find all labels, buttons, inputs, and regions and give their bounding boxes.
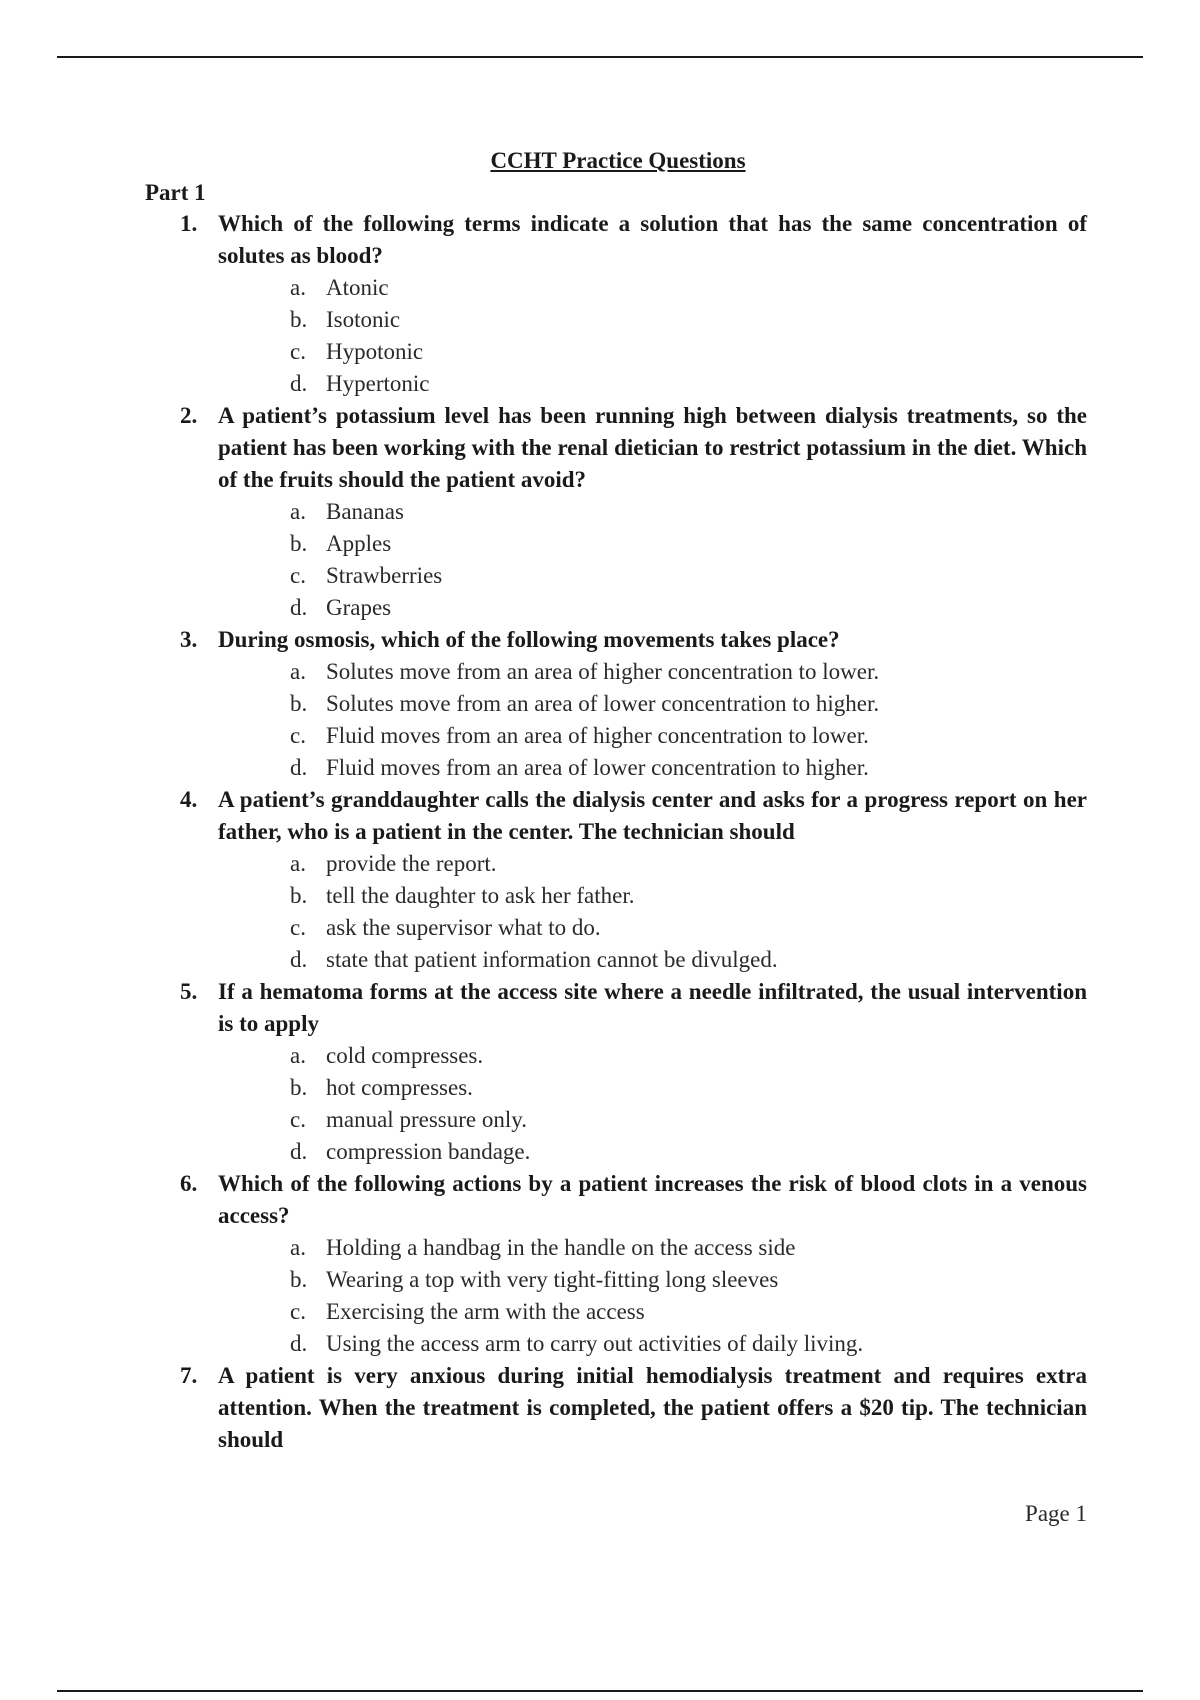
answer-option [290,496,1087,528]
option-text: Atonic [326,275,389,300]
option-text: hot compresses. [326,1075,473,1100]
answer-options [218,656,1087,784]
question-number: 2. [180,403,198,428]
answer-option [290,688,1087,720]
header-rule [57,56,1143,58]
option-letter: b. [290,691,308,716]
answer-options [218,1232,1087,1360]
question-text: Which of the following actions by a patient increases the risk of blood clots in a venous access? [218,1171,1087,1228]
question-item [180,400,1087,624]
question-item [180,1168,1087,1360]
question-number: 6. [180,1171,198,1196]
answer-option [290,752,1087,784]
option-text: Wearing a top with very tight-fitting long sleeves [326,1267,779,1292]
option-text: Strawberries [326,563,443,588]
question-number: 7. [180,1363,198,1388]
question-number: 1. [180,211,198,236]
question-list [180,208,1087,1456]
answer-option [290,944,1087,976]
option-text: Grapes [326,595,392,620]
option-letter: d. [290,1139,308,1164]
answer-option [290,368,1087,400]
option-letter: c. [290,723,306,748]
option-letter: b. [290,1267,308,1292]
option-letter: d. [290,595,308,620]
question-text: A patient’s potassium level has been running high between dialysis treatments, so the patient has been working with the renal dietician to restrict potassium in the diet. Which of the fruits should the patient avoid? [218,403,1087,492]
question-item [180,208,1087,400]
question-item [180,1360,1087,1456]
option-letter: b. [290,531,308,556]
question-text: Which of the following terms indicate a solution that has the same concentration of solutes as blood? [218,211,1087,268]
question-item [180,784,1087,976]
option-letter: c. [290,1299,306,1324]
option-text: tell the daughter to ask her father. [326,883,635,908]
option-text: Holding a handbag in the handle on the access side [326,1235,796,1260]
option-text: Apples [326,531,392,556]
answer-options [218,1040,1087,1168]
question-text: A patient’s granddaughter calls the dialysis center and asks for a progress report on her father, who is a patient in the center. The technician should [218,787,1087,844]
answer-option [290,304,1087,336]
option-text: state that patient information cannot be divulged. [326,947,778,972]
option-text: Solutes move from an area of higher concentration to lower. [326,659,880,684]
option-text: provide the report. [326,851,497,876]
option-text: Fluid moves from an area of lower concentration to higher. [326,755,869,780]
option-letter: d. [290,1331,308,1356]
question-text: If a hematoma forms at the access site where a needle infiltrated, the usual intervention is to apply [218,979,1087,1036]
answer-option [290,912,1087,944]
page-number: Page 1 [1025,1501,1087,1526]
option-letter: d. [290,947,308,972]
option-letter: b. [290,1075,308,1100]
option-text: Hypertonic [326,371,430,396]
answer-option [290,1136,1087,1168]
document-title: CCHT Practice Questions [490,148,746,173]
answer-options [218,496,1087,624]
option-text: Hypotonic [326,339,424,364]
option-text: Bananas [326,499,404,524]
answer-option [290,880,1087,912]
option-letter: c. [290,915,306,940]
answer-option [290,1040,1087,1072]
option-letter: a. [290,1043,306,1068]
question-number: 5. [180,979,198,1004]
option-text: ask the supervisor what to do. [326,915,601,940]
option-letter: a. [290,1235,306,1260]
question-text: A patient is very anxious during initial hemodialysis treatment and requires extra attention. When the treatment is completed, the patient offers a $20 tip. The technician should [218,1363,1087,1452]
answer-option [290,1328,1087,1360]
option-letter: c. [290,339,306,364]
answer-option [290,528,1087,560]
answer-option [290,848,1087,880]
option-text: Isotonic [326,307,401,332]
answer-options [218,272,1087,400]
answer-option [290,656,1087,688]
option-text: Using the access arm to carry out activities of daily living. [326,1331,864,1356]
option-letter: d. [290,371,308,396]
part-heading: Part 1 [145,180,206,205]
answer-option [290,720,1087,752]
answer-options [218,848,1087,976]
option-text: cold compresses. [326,1043,484,1068]
option-text: Exercising the arm with the access [326,1299,645,1324]
option-letter: c. [290,563,306,588]
option-letter: a. [290,499,306,524]
answer-option [290,1264,1087,1296]
option-letter: d. [290,755,308,780]
answer-option [290,1232,1087,1264]
question-number: 3. [180,627,198,652]
option-text: Fluid moves from an area of higher concentration to lower. [326,723,869,748]
option-letter: b. [290,883,308,908]
answer-option [290,336,1087,368]
option-letter: a. [290,275,306,300]
question-item [180,624,1087,784]
option-text: compression bandage. [326,1139,531,1164]
answer-option [290,560,1087,592]
question-item [180,976,1087,1168]
answer-option [290,1072,1087,1104]
answer-option [290,1104,1087,1136]
option-text: manual pressure only. [326,1107,527,1132]
option-text: Solutes move from an area of lower concentration to higher. [326,691,880,716]
question-text: During osmosis, which of the following movements takes place? [218,627,840,652]
question-number: 4. [180,787,198,812]
option-letter: a. [290,851,306,876]
option-letter: c. [290,1107,306,1132]
option-letter: b. [290,307,308,332]
answer-option [290,1296,1087,1328]
footer-rule [57,1690,1143,1692]
option-letter: a. [290,659,306,684]
answer-option [290,592,1087,624]
answer-option [290,272,1087,304]
